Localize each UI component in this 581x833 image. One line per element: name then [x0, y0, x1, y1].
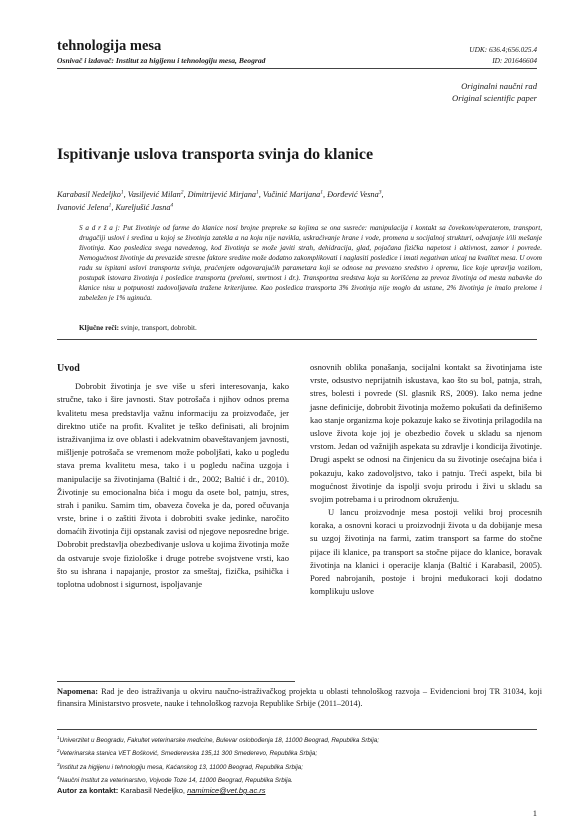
article-title: Ispitivanje uslova transporta svinja do klanice — [57, 146, 374, 163]
publisher-line: Osnivač i izdavač: Institut za higijenu i tehnologiju mesa, Beograd — [57, 56, 266, 65]
right-column — [310, 361, 542, 598]
author: Vučinić Marijana$^1$, — [262, 189, 328, 199]
affiliation: $^2$Veterinarska stanica VET Bošković, Smederevska 135,11 300 Smederevo, Republika Srbija; — [57, 748, 318, 758]
note-text: Rad je deo istraživanja u okviru naučno-istraživačkog projekta u oblasti tehnološkog razvoja – Evidencioni broj TR 31034, koji finansira Ministarstvo prosvete, nauke i tehnološkog razvoja Republike Srbije (2011–2014). — [57, 687, 543, 709]
abstract: S a d r ž a j: Put životinje od farme do klanice nosi brojne prepreke sa kojima se ona susreće: manipulacija i kontakt sa čovekom/operaterom, transport, drugačiji uslovi i sredina u kojoj se životinja zatekla a na koju nije navikla, uskraćivanje hrane i vode, promena u socijalnoj strukturi, odvajanje i/ili mešanje životinja. Kao posledica svega navedenog, kod životinja se može javiti strah, dehidracija, glad, pojačana fizička napetost i aktivnost, zamor i povrede. Nemogućnost životinje da prevaziđe stresne faktore sredine može dodatno zakomplikovati i naglasiti posledice i imati negativan uticaj na kvalitet mesa. U ovom radu su ispitani uslovi transporta svinja, praćenjem odgovarajućih parametara koji se odnose na prevozno sredstvo i opremu, lice koje upravlja vozilom, postupak istovara životinja i posledice transporta (prelomi, smrtnost i dr.). Transportna sredstva koja su korišćena za prevoz životinja od mesta nabavke do klanice nisu u potpunosti zadovoljavala tražene kriterijume. Kao posledica transporta 3% životinja nije moglo da ustane, 2% životinja je imalo prelome i zabeležen je 1% uginuća. — [79, 224, 542, 303]
keywords-text: svinje, transport, dobrobit. — [120, 324, 197, 332]
contact-email-link[interactable]: namimice@vet.bg.ac.rs — [187, 786, 266, 795]
paragraph: osnovnih oblika ponašanja, socijalni kontakt sa životinjama iste vrste, odsustvo neprijatnih iskustava, kao što su bol, patnja, strah, stres, bolesti i povrede (Sl. glasnik RS, 2009). Iako nema jedne jasne definicije, dobrobit životinja možemo pokušati da definišemo kao stanje organizma koje pokazuje kako se životinja prilagodila na uslove života koje joj je obezbedio čovek u skladu sa njenom vrstom. Jedan od važnijih aspekata su zdravlje i kondicija životinje. Drugi aspekt se odnosi na činjenicu da su životinje osećajna bića i pokazuju, kako zadovoljstvo, tako i patnju. Treći aspekt, bila bi mogućnost životinje da ispolji svoju prirodu i živi u skladu sa svojim potrebama i u prirodnom okruženju. — [310, 362, 542, 504]
affiliation: $^3$Institut za higijenu i tehnologiju mesa, Kaćanskog 13, 11000 Beograd, Republika Srbija; — [57, 761, 304, 771]
funding-note — [57, 686, 542, 710]
section-heading: Uvod — [57, 363, 80, 374]
affiliation-rule — [57, 729, 537, 730]
keywords — [79, 323, 542, 333]
keywords-label: Ključne reči: — [79, 324, 119, 332]
paper-type-sr: Originalni naučni rad — [461, 81, 537, 91]
note-label: Napomena: — [57, 687, 99, 696]
affiliation: $^1$Univerzitet u Beogradu, Fakultet veterinarske medicine, Bulevar oslobođenja 18, 11000 Beograd, Republika Srbija; — [57, 735, 379, 745]
contact-line — [57, 786, 266, 795]
affiliation: $^4$Naučni Institut za veterinarstvo, Vojvode Toze 14, 11000 Beograd, Republika Srbija. — [57, 774, 293, 784]
paragraph: Dobrobit životinja je sve više u sferi interesovanja, kako stručne, tako i šire javnosti. Stav potrošača i njihov odnos prema kvalitetu mesa predstavlja važnu informaciju za proizvođače, jer direktno utiče na profit. Kvalitet je teško definisati, ali brojnim istraživanjima iz ove oblasti i adekvatnim obaveštavanjem javnosti, mišljenje potrošača se vremenom može poboljšati, kako u pogledu stava prema kvalitetu mesa, tako i u pogledu načina uzgoja i manipulacije sa životinjama (Baltić i dr., 2002; Baltić i dr., 2010). Životinje su emocionalna bića i mogu da osete bol, patnju, stres, strah i paniku. Samim tim, obaveza čoveka je da, pored očuvanja vrste, brine i o zaštiti života i dobrobiti svake jedinke, naročito domaćih životinja čiji opstanak zavisi od njegove neposredne brige. Dobrobit predstavlja obezbeđivanje uslova u kojima životinja može da ostvaruje svoje fiziološke i druge potrebe svojstvene vrsti, kao što su ishrana i napajanje, prostor za smeštaj, fizička, psihička i toplotna udobnost i sigurnost, ispoljavanje — [57, 381, 289, 589]
paper-type-en: Original scientific paper — [452, 93, 537, 103]
author: Karabasil Nedeljko$^1$, — [57, 189, 128, 199]
page-number: 1 — [532, 808, 537, 818]
author: Vasiljević Milan$^2$, — [127, 189, 188, 199]
udk-code: UDK: 636.4;656.025.4 — [469, 45, 537, 54]
journal-name: tehnologija mesa — [57, 38, 162, 54]
author-list — [57, 187, 542, 213]
author: Dimitrijević Mirjana$^1$, — [187, 189, 263, 199]
author: Kureljušić Jasna$^4$ — [115, 202, 174, 212]
author: Đorđević Vesna$^3$, — [327, 189, 384, 199]
header-rule — [57, 68, 537, 69]
paper-type — [452, 80, 537, 104]
footnote-rule — [57, 681, 295, 682]
affiliation-list — [57, 733, 542, 786]
author: Ivanović Jelena$^1$, — [57, 202, 116, 212]
article-id: ID: 201646604 — [492, 56, 537, 65]
paragraph: U lancu proizvodnje mesa postoji veliki broj procesnih koraka, a osnovni koraci u proizvodnji života u da dobijanje mesa su uzgoj životinja na farmi, zatim transport sa farme do stočne pijace ili klanice, pa transport sa stočne pijace do klanice, boravak životinja na klanici i operacije klanja (Baltić i Karabasil, 2005). Pored nabrojanih, postoje i brojni međukoraci koji dodatno komplikuju uslove — [310, 507, 542, 597]
udk-block — [469, 44, 537, 66]
contact-name: Karabasil Nedeljko, — [120, 786, 185, 795]
contact-label: Autor za kontakt: — [57, 786, 119, 795]
abstract-rule — [57, 339, 537, 340]
left-column — [57, 361, 289, 591]
